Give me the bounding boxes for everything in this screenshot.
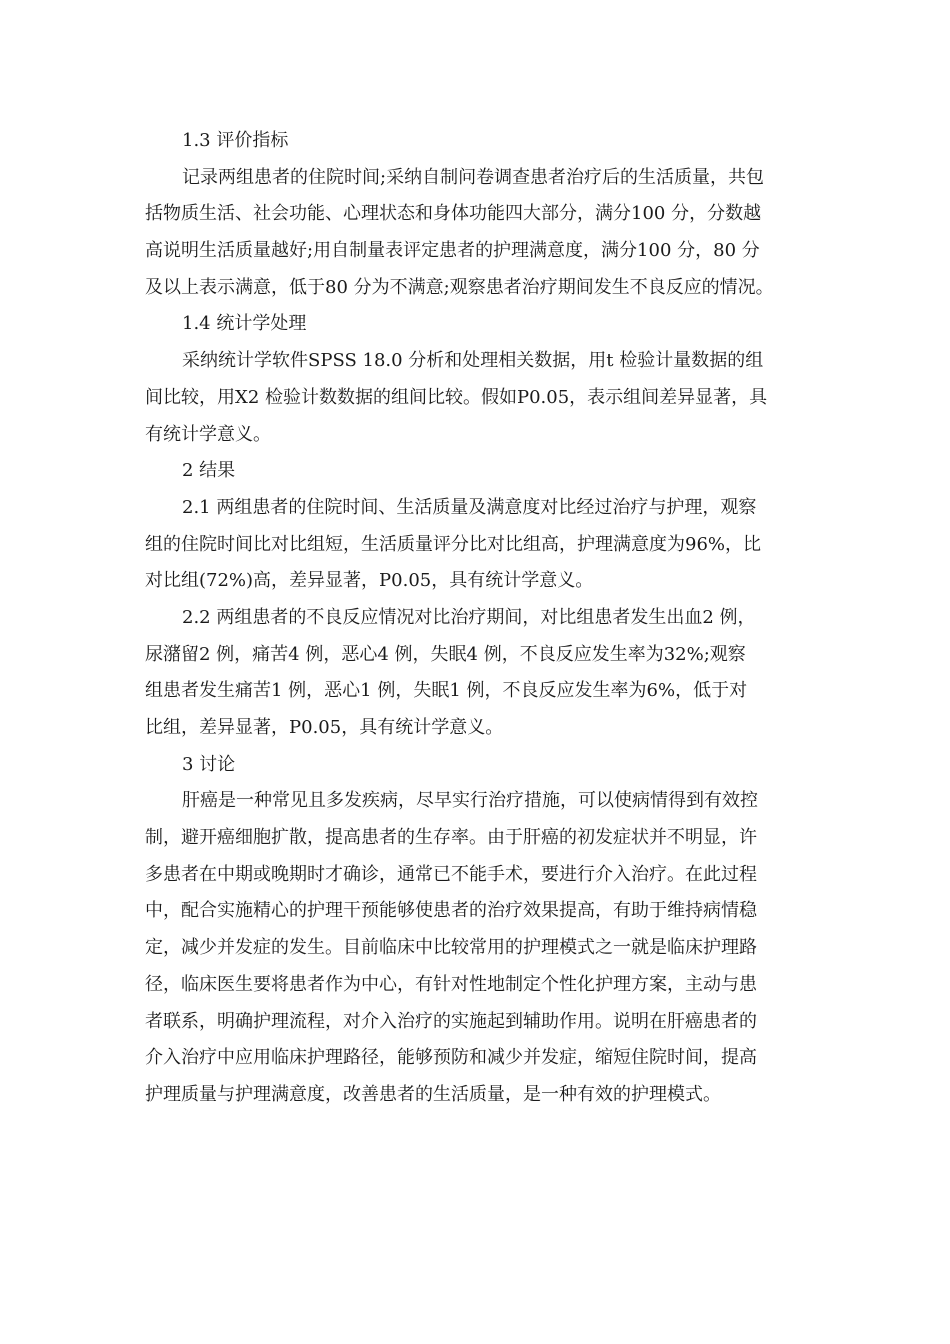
paragraph-line: 括物质生活、社会功能、心理状态和身体功能四大部分，满分100 分，分数越 bbox=[145, 203, 762, 225]
paragraph-line: 间比较，用X2 检验计数数据的组间比较。假如P0.05，表示组间差异显著，具 bbox=[145, 386, 768, 408]
paragraph-line: 尿潴留2 例，痛苦4 例，恶心4 例，失眠4 例，不良反应发生率为32%;观察 bbox=[145, 643, 746, 665]
section-heading-1-3: 1.3 评价指标 bbox=[182, 130, 289, 151]
paragraph-line: 对比组(72%)高，差异显著，P0.05，具有统计学意义。 bbox=[145, 570, 594, 592]
paragraph-line: 组的住院时间比对比组短，生活质量评分比对比组高，护理满意度为96%，比 bbox=[145, 533, 762, 555]
section-heading-1-4: 1.4 统计学处理 bbox=[182, 313, 307, 335]
paragraph-line: 比组，差异显著，P0.05，具有统计学意义。 bbox=[145, 717, 504, 738]
paragraph-line: 者联系，明确护理流程，对介入治疗的实施起到辅助作用。说明在肝癌患者的 bbox=[145, 1010, 757, 1032]
paragraph-line: 高说明生活质量越好;用自制量表评定患者的护理满意度，满分100 分，80 分 bbox=[145, 240, 760, 262]
paragraph-line: 采纳统计学软件SPSS 18.0 分析和处理相关数据，用t 检验计量数据的组 bbox=[182, 350, 764, 372]
paragraph-line: 护理质量与护理满意度，改善患者的生活质量，是一种有效的护理模式。 bbox=[145, 1083, 721, 1105]
paragraph-line: 2.1 两组患者的住院时间、生活质量及满意度对比经过治疗与护理，观察 bbox=[182, 496, 757, 518]
section-heading-2: 2 结果 bbox=[182, 460, 236, 482]
paragraph-line: 组患者发生痛苦1 例，恶心1 例，失眠1 例，不良反应发生率为6%，低于对 bbox=[145, 680, 748, 702]
document-body bbox=[145, 123, 810, 1114]
paragraph-line: 制，避开癌细胞扩散，提高患者的生存率。由于肝癌的初发症状并不明显，许 bbox=[145, 827, 757, 849]
paragraph-line: 有统计学意义。 bbox=[145, 423, 271, 445]
paragraph-line: 记录两组患者的住院时间;采纳自制问卷调查患者治疗后的生活质量，共包 bbox=[182, 166, 765, 188]
paragraph-line: 及以上表示满意，低于80 分为不满意;观察患者治疗期间发生不良反应的情况。 bbox=[145, 276, 774, 298]
paragraph-line: 定，减少并发症的发生。目前临床中比较常用的护理模式之一就是临床护理路 bbox=[145, 937, 757, 959]
paragraph-line: 介入治疗中应用临床护理路径，能够预防和减少并发症，缩短住院时间，提高 bbox=[145, 1047, 757, 1069]
paragraph-line: 径，临床医生要将患者作为中心，有针对性地制定个性化护理方案，主动与患 bbox=[145, 973, 757, 995]
paragraph-line: 中，配合实施精心的护理干预能够使患者的治疗效果提高，有助于维持病情稳 bbox=[145, 900, 757, 922]
paragraph-line: 肝癌是一种常见且多发疾病，尽早实行治疗措施，可以使病情得到有效控 bbox=[182, 790, 758, 812]
section-heading-3: 3 讨论 bbox=[182, 753, 236, 775]
paragraph-line: 2.2 两组患者的不良反应情况对比治疗期间，对比组患者发生出血2 例， bbox=[182, 606, 756, 628]
paragraph-line: 多患者在中期或晚期时才确诊，通常已不能手术，要进行介入治疗。在此过程 bbox=[145, 863, 757, 885]
